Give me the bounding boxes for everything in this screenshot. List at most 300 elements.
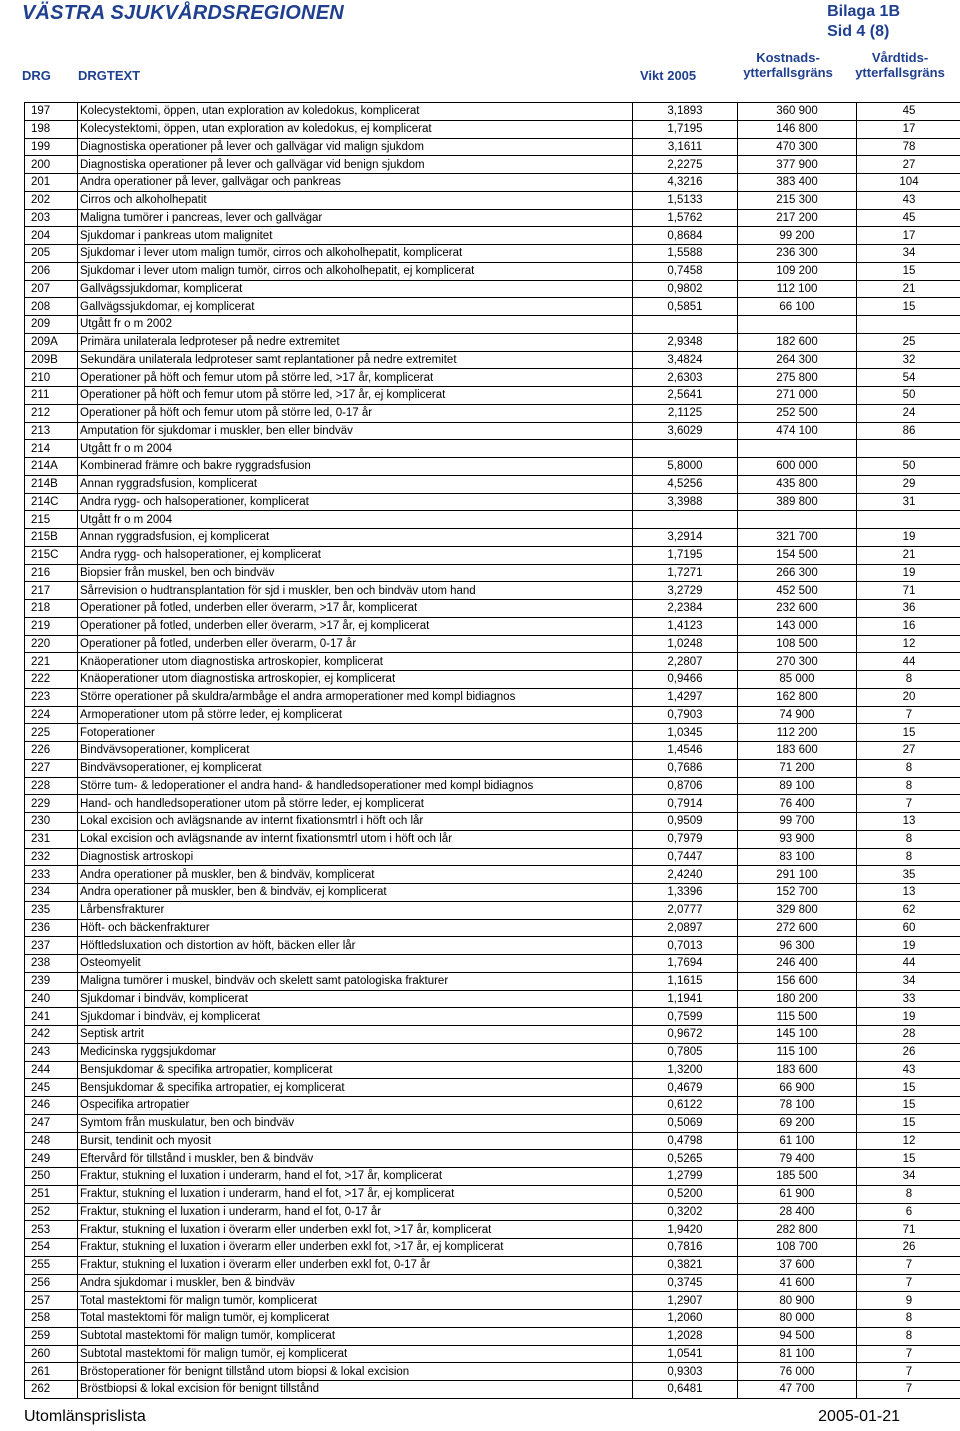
table-row — [25, 848, 960, 866]
los-limit-cell: 7 — [857, 1274, 960, 1292]
los-limit-cell — [857, 511, 960, 529]
weight-cell: 1,7694 — [633, 955, 738, 973]
table-row — [25, 990, 960, 1008]
table-row — [25, 635, 960, 653]
drg-text-cell: Diagnostisk artroskopi — [78, 848, 633, 866]
drg-code-cell: 237 — [25, 937, 78, 955]
drg-code-cell: 214B — [25, 475, 78, 493]
los-limit-cell: 43 — [857, 1061, 960, 1079]
table-row — [25, 1097, 960, 1115]
weight-cell: 1,5133 — [633, 191, 738, 209]
drg-code-cell: 240 — [25, 990, 78, 1008]
drg-code-cell: 198 — [25, 120, 78, 138]
cost-limit-cell: 76 400 — [738, 795, 857, 813]
cost-limit-cell: 74 900 — [738, 706, 857, 724]
drg-code-cell: 203 — [25, 209, 78, 227]
drg-code-cell: 243 — [25, 1043, 78, 1061]
drg-text-cell: Medicinska ryggsjukdomar — [78, 1043, 633, 1061]
los-limit-cell: 7 — [857, 1363, 960, 1381]
drg-text-cell: Knäoperationer utom diagnostiska artroskopier, komplicerat — [78, 653, 633, 671]
drg-text-cell: Operationer på höft och femur utom på större led, >17 år, komplicerat — [78, 369, 633, 387]
los-limit-cell: 15 — [857, 1097, 960, 1115]
table-row — [25, 795, 960, 813]
los-limit-cell: 19 — [857, 1008, 960, 1026]
drg-text-cell: Operationer på höft och femur utom på större led, 0-17 år — [78, 404, 633, 422]
table-row — [25, 1079, 960, 1097]
drg-code-cell: 250 — [25, 1168, 78, 1186]
column-header-row — [0, 50, 960, 86]
table-row — [25, 866, 960, 884]
los-limit-cell: 17 — [857, 227, 960, 245]
drg-text-cell: Annan ryggradsfusion, komplicerat — [78, 475, 633, 493]
table-row — [25, 351, 960, 369]
weight-cell — [633, 511, 738, 529]
weight-cell: 0,7599 — [633, 1008, 738, 1026]
weight-cell: 2,5641 — [633, 387, 738, 405]
weight-cell: 4,3216 — [633, 174, 738, 192]
los-limit-cell: 31 — [857, 493, 960, 511]
weight-cell: 1,0248 — [633, 635, 738, 653]
table-row — [25, 1327, 960, 1345]
drg-code-cell: 261 — [25, 1363, 78, 1381]
cost-limit-cell: 217 200 — [738, 209, 857, 227]
drg-text-cell: Sårrevision o hudtransplantation för sjd i muskler, ben och bindväv utom hand — [78, 582, 633, 600]
los-limit-cell: 78 — [857, 138, 960, 156]
table-row — [25, 724, 960, 742]
drg-code-cell: 200 — [25, 156, 78, 174]
drg-code-cell: 209B — [25, 351, 78, 369]
weight-cell: 1,1615 — [633, 972, 738, 990]
drg-code-cell: 252 — [25, 1203, 78, 1221]
los-limit-cell: 26 — [857, 1239, 960, 1257]
drg-code-cell: 220 — [25, 635, 78, 653]
weight-cell: 3,1893 — [633, 103, 738, 121]
weight-cell: 2,4240 — [633, 866, 738, 884]
los-limit-cell: 17 — [857, 120, 960, 138]
drg-text-cell: Fraktur, stukning el luxation i underarm, hand el fot, >17 år, komplicerat — [78, 1168, 633, 1186]
drg-code-cell: 257 — [25, 1292, 78, 1310]
cost-limit-cell: 28 400 — [738, 1203, 857, 1221]
los-limit-cell: 19 — [857, 937, 960, 955]
drg-text-cell: Armoperationer utom på större leder, ej komplicerat — [78, 706, 633, 724]
table-row — [25, 830, 960, 848]
table-row — [25, 1292, 960, 1310]
drg-text-cell: Subtotal mastektomi för malign tumör, ej komplicerat — [78, 1345, 633, 1363]
drg-code-cell: 215C — [25, 546, 78, 564]
drg-text-cell: Annan ryggradsfusion, ej komplicerat — [78, 529, 633, 547]
los-limit-cell: 8 — [857, 1185, 960, 1203]
drg-code-cell: 205 — [25, 245, 78, 263]
weight-cell: 1,4123 — [633, 617, 738, 635]
drg-code-cell: 238 — [25, 955, 78, 973]
weight-cell: 0,3821 — [633, 1256, 738, 1274]
drg-code-cell: 255 — [25, 1256, 78, 1274]
drg-text-cell: Fotoperationer — [78, 724, 633, 742]
drg-code-cell: 259 — [25, 1327, 78, 1345]
drg-text-cell: Diagnostiska operationer på lever och gallvägar vid malign sjukdom — [78, 138, 633, 156]
los-limit-cell: 86 — [857, 422, 960, 440]
table-row — [25, 1061, 960, 1079]
drg-code-cell: 209 — [25, 316, 78, 334]
table-row — [25, 298, 960, 316]
cost-limit-cell: 80 000 — [738, 1310, 857, 1328]
cost-limit-cell: 115 100 — [738, 1043, 857, 1061]
cost-limit-cell: 94 500 — [738, 1327, 857, 1345]
cost-limit-cell: 470 300 — [738, 138, 857, 156]
weight-cell: 1,4297 — [633, 688, 738, 706]
los-limit-cell: 32 — [857, 351, 960, 369]
column-header-vikt: Vikt 2005 — [640, 68, 697, 83]
column-header-drg: DRG — [22, 68, 51, 83]
drg-code-cell: 197 — [25, 103, 78, 121]
drg-text-cell: Fraktur, stukning el luxation i överarm eller underben exkl fot, 0-17 år — [78, 1256, 633, 1274]
drg-text-cell: Större tum- & ledoperationer el andra hand- & handledsoperationer med kompl bidiagnos — [78, 777, 633, 795]
weight-cell: 0,9303 — [633, 1363, 738, 1381]
table-row — [25, 1345, 960, 1363]
cost-limit-cell: 156 600 — [738, 972, 857, 990]
table-row — [25, 564, 960, 582]
table-row — [25, 901, 960, 919]
cost-limit-cell: 47 700 — [738, 1381, 857, 1399]
los-limit-cell — [857, 316, 960, 334]
cost-limit-cell: 69 200 — [738, 1114, 857, 1132]
table-row — [25, 156, 960, 174]
cost-limit-cell: 270 300 — [738, 653, 857, 671]
los-limit-cell: 8 — [857, 671, 960, 689]
table-row — [25, 1363, 960, 1381]
cost-limit-cell: 275 800 — [738, 369, 857, 387]
column-header-vardtid-line1: Vårdtids- — [871, 50, 929, 65]
drg-code-cell: 215B — [25, 529, 78, 547]
footer-title: Utomlänsprislista — [24, 1408, 146, 1425]
weight-cell: 2,2807 — [633, 653, 738, 671]
drg-text-cell: Utgått fr o m 2004 — [78, 440, 633, 458]
los-limit-cell: 44 — [857, 955, 960, 973]
drg-text-cell: Diagnostiska operationer på lever och gallvägar vid benign sjukdom — [78, 156, 633, 174]
table-row — [25, 1310, 960, 1328]
cost-limit-cell: 143 000 — [738, 617, 857, 635]
drg-text-cell: Kolecystektomi, öppen, utan exploration av koledokus, ej komplicerat — [78, 120, 633, 138]
cost-limit-cell: 291 100 — [738, 866, 857, 884]
drg-code-cell: 253 — [25, 1221, 78, 1239]
cost-limit-cell: 152 700 — [738, 884, 857, 902]
weight-cell: 0,7686 — [633, 759, 738, 777]
weight-cell: 0,5200 — [633, 1185, 738, 1203]
drg-text-cell: Större operationer på skuldra/armbåge el andra armoperationer med kompl bidiagnos — [78, 688, 633, 706]
drg-code-cell: 235 — [25, 901, 78, 919]
cost-limit-cell: 215 300 — [738, 191, 857, 209]
los-limit-cell: 25 — [857, 333, 960, 351]
drg-code-cell: 215 — [25, 511, 78, 529]
cost-limit-cell: 252 500 — [738, 404, 857, 422]
table-row — [25, 955, 960, 973]
weight-cell: 0,7903 — [633, 706, 738, 724]
los-limit-cell: 8 — [857, 1310, 960, 1328]
cost-limit-cell: 236 300 — [738, 245, 857, 263]
table-row — [25, 1008, 960, 1026]
table-row — [25, 209, 960, 227]
table-row — [25, 422, 960, 440]
drg-code-cell: 221 — [25, 653, 78, 671]
weight-cell: 1,0345 — [633, 724, 738, 742]
cost-limit-cell: 89 100 — [738, 777, 857, 795]
drg-code-cell: 228 — [25, 777, 78, 795]
table-row — [25, 1381, 960, 1399]
cost-limit-cell: 66 100 — [738, 298, 857, 316]
drg-text-cell: Maligna tumörer i muskel, bindväv och skelett samt patologiska frakturer — [78, 972, 633, 990]
cost-limit-cell: 321 700 — [738, 529, 857, 547]
table-row — [25, 1043, 960, 1061]
los-limit-cell: 50 — [857, 387, 960, 405]
cost-limit-cell: 183 600 — [738, 742, 857, 760]
weight-cell: 0,5265 — [633, 1150, 738, 1168]
weight-cell: 0,3202 — [633, 1203, 738, 1221]
drg-text-cell: Sjukdomar i lever utom malign tumör, cirros och alkoholhepatit, ej komplicerat — [78, 262, 633, 280]
table-row — [25, 1132, 960, 1150]
los-limit-cell: 7 — [857, 795, 960, 813]
drg-text-cell: Ospecifika artropatier — [78, 1097, 633, 1115]
table-row — [25, 493, 960, 511]
table-row — [25, 280, 960, 298]
los-limit-cell: 60 — [857, 919, 960, 937]
cost-limit-cell: 360 900 — [738, 103, 857, 121]
drg-text-cell: Sjukdomar i bindväv, komplicerat — [78, 990, 633, 1008]
cost-limit-cell: 76 000 — [738, 1363, 857, 1381]
table-row — [25, 1026, 960, 1044]
drg-code-cell: 214 — [25, 440, 78, 458]
weight-cell: 0,9466 — [633, 671, 738, 689]
table-row — [25, 458, 960, 476]
cost-limit-cell: 93 900 — [738, 830, 857, 848]
los-limit-cell: 33 — [857, 990, 960, 1008]
los-limit-cell: 54 — [857, 369, 960, 387]
cost-limit-cell: 246 400 — [738, 955, 857, 973]
weight-cell: 0,9672 — [633, 1026, 738, 1044]
weight-cell: 2,0777 — [633, 901, 738, 919]
cost-limit-cell: 182 600 — [738, 333, 857, 351]
los-limit-cell: 12 — [857, 1132, 960, 1150]
drg-text-cell: Bindvävsoperationer, komplicerat — [78, 742, 633, 760]
weight-cell: 0,7805 — [633, 1043, 738, 1061]
drg-code-cell: 225 — [25, 724, 78, 742]
los-limit-cell: 20 — [857, 688, 960, 706]
weight-cell: 5,8000 — [633, 458, 738, 476]
drg-code-cell: 244 — [25, 1061, 78, 1079]
los-limit-cell: 45 — [857, 209, 960, 227]
table-row — [25, 404, 960, 422]
drg-text-cell: Andra sjukdomar i muskler, ben & bindväv — [78, 1274, 633, 1292]
drg-code-cell: 234 — [25, 884, 78, 902]
drg-text-cell: Utgått fr o m 2002 — [78, 316, 633, 334]
drg-text-cell: Sjukdomar i lever utom malign tumör, cirros och alkoholhepatit, komplicerat — [78, 245, 633, 263]
drg-text-cell: Operationer på fotled, underben eller överarm, >17 år, komplicerat — [78, 600, 633, 618]
cost-limit-cell: 180 200 — [738, 990, 857, 1008]
los-limit-cell: 28 — [857, 1026, 960, 1044]
cost-limit-cell: 99 700 — [738, 813, 857, 831]
drg-text-cell: Bensjukdomar & specifika artropatier, ej komplicerat — [78, 1079, 633, 1097]
table-row — [25, 138, 960, 156]
column-header-vardtid-line2: ytterfallsgräns — [855, 65, 945, 80]
cost-limit-cell: 61 100 — [738, 1132, 857, 1150]
cost-limit-cell: 389 800 — [738, 493, 857, 511]
los-limit-cell: 8 — [857, 1327, 960, 1345]
drg-text-cell: Operationer på höft och femur utom på större led, >17 år, ej komplicerat — [78, 387, 633, 405]
cost-limit-cell: 145 100 — [738, 1026, 857, 1044]
los-limit-cell: 8 — [857, 830, 960, 848]
drg-text-cell: Operationer på fotled, underben eller överarm, >17 år, ej komplicerat — [78, 617, 633, 635]
cost-limit-cell: 474 100 — [738, 422, 857, 440]
table-row — [25, 937, 960, 955]
weight-cell: 2,0897 — [633, 919, 738, 937]
cost-limit-cell: 264 300 — [738, 351, 857, 369]
cost-limit-cell: 600 000 — [738, 458, 857, 476]
table-row — [25, 191, 960, 209]
table-row — [25, 777, 960, 795]
drg-code-cell: 245 — [25, 1079, 78, 1097]
cost-limit-cell: 452 500 — [738, 582, 857, 600]
cost-limit-cell: 183 600 — [738, 1061, 857, 1079]
weight-cell: 2,2384 — [633, 600, 738, 618]
drg-text-cell: Knäoperationer utom diagnostiska artroskopier, ej komplicerat — [78, 671, 633, 689]
weight-cell: 0,5069 — [633, 1114, 738, 1132]
drg-code-cell: 214A — [25, 458, 78, 476]
cost-limit-cell: 162 800 — [738, 688, 857, 706]
weight-cell: 1,2907 — [633, 1292, 738, 1310]
drg-code-cell: 226 — [25, 742, 78, 760]
cost-limit-cell: 185 500 — [738, 1168, 857, 1186]
weight-cell: 3,3988 — [633, 493, 738, 511]
weight-cell: 1,7195 — [633, 120, 738, 138]
cost-limit-cell: 81 100 — [738, 1345, 857, 1363]
drg-code-cell: 204 — [25, 227, 78, 245]
weight-cell: 0,4679 — [633, 1079, 738, 1097]
los-limit-cell: 27 — [857, 742, 960, 760]
weight-cell: 1,2060 — [633, 1310, 738, 1328]
drg-code-cell: 210 — [25, 369, 78, 387]
table-row — [25, 529, 960, 547]
drg-code-cell: 239 — [25, 972, 78, 990]
los-limit-cell: 12 — [857, 635, 960, 653]
drg-code-cell: 260 — [25, 1345, 78, 1363]
table-row — [25, 919, 960, 937]
drg-text-cell: Bensjukdomar & specifika artropatier, komplicerat — [78, 1061, 633, 1079]
cost-limit-cell: 83 100 — [738, 848, 857, 866]
cost-limit-cell: 146 800 — [738, 120, 857, 138]
cost-limit-cell: 115 500 — [738, 1008, 857, 1026]
los-limit-cell: 15 — [857, 262, 960, 280]
drg-text-cell: Total mastektomi för malign tumör, komplicerat — [78, 1292, 633, 1310]
table-row — [25, 546, 960, 564]
cost-limit-cell: 66 900 — [738, 1079, 857, 1097]
cost-limit-cell: 112 100 — [738, 280, 857, 298]
drg-code-cell: 224 — [25, 706, 78, 724]
table-row — [25, 103, 960, 121]
table-row — [25, 600, 960, 618]
table-row — [25, 742, 960, 760]
weight-cell: 0,9509 — [633, 813, 738, 831]
drg-code-cell: 241 — [25, 1008, 78, 1026]
cost-limit-cell — [738, 316, 857, 334]
weight-cell: 1,9420 — [633, 1221, 738, 1239]
table-row — [25, 1203, 960, 1221]
table-row — [25, 884, 960, 902]
drg-code-cell: 230 — [25, 813, 78, 831]
cost-limit-cell: 41 600 — [738, 1274, 857, 1292]
table-row — [25, 759, 960, 777]
column-header-drgtext: DRGTEXT — [78, 68, 141, 83]
drg-code-cell: 213 — [25, 422, 78, 440]
weight-cell: 1,2028 — [633, 1327, 738, 1345]
cost-limit-cell — [738, 511, 857, 529]
drg-code-cell: 247 — [25, 1114, 78, 1132]
drg-text-cell: Lokal excision och avlägsnande av internt fixationsmtrl utom i höft och lår — [78, 830, 633, 848]
drg-code-cell: 231 — [25, 830, 78, 848]
drg-code-cell: 219 — [25, 617, 78, 635]
drg-code-cell: 209A — [25, 333, 78, 351]
los-limit-cell: 50 — [857, 458, 960, 476]
drg-text-cell: Höftledsluxation och distortion av höft, bäcken eller lår — [78, 937, 633, 955]
drg-text-cell: Lokal excision och avlägsnande av internt fixationsmtrl i höft och lår — [78, 813, 633, 831]
cost-limit-cell — [738, 440, 857, 458]
weight-cell: 0,5851 — [633, 298, 738, 316]
column-header-vardtid — [845, 50, 955, 80]
weight-cell: 0,7013 — [633, 937, 738, 955]
cost-limit-cell: 85 000 — [738, 671, 857, 689]
weight-cell: 2,6303 — [633, 369, 738, 387]
table-row — [25, 972, 960, 990]
weight-cell: 0,7816 — [633, 1239, 738, 1257]
cost-limit-cell: 71 200 — [738, 759, 857, 777]
page-number: Sid 4 (8) — [827, 23, 890, 40]
cost-limit-cell: 37 600 — [738, 1256, 857, 1274]
drg-code-cell: 246 — [25, 1097, 78, 1115]
weight-cell: 3,4824 — [633, 351, 738, 369]
weight-cell: 1,5762 — [633, 209, 738, 227]
drg-text-cell: Amputation för sjukdomar i muskler, ben eller bindväv — [78, 422, 633, 440]
drg-text-cell: Bursit, tendinit och myosit — [78, 1132, 633, 1150]
drg-text-cell: Lårbensfrakturer — [78, 901, 633, 919]
drg-code-cell: 227 — [25, 759, 78, 777]
weight-cell: 0,7979 — [633, 830, 738, 848]
weight-cell: 1,7271 — [633, 564, 738, 582]
footer-date: 2005-01-21 — [818, 1408, 900, 1425]
weight-cell: 1,4546 — [633, 742, 738, 760]
drg-code-cell: 251 — [25, 1185, 78, 1203]
drg-text-cell: Fraktur, stukning el luxation i underarm, hand el fot, 0-17 år — [78, 1203, 633, 1221]
los-limit-cell: 71 — [857, 1221, 960, 1239]
cost-limit-cell: 329 800 — [738, 901, 857, 919]
drg-text-cell: Andra operationer på muskler, ben & bindväv, ej komplicerat — [78, 884, 633, 902]
drg-text-cell: Hand- och handledsoperationer utom på större leder, ej komplicerat — [78, 795, 633, 813]
cost-limit-cell: 96 300 — [738, 937, 857, 955]
drg-code-cell: 256 — [25, 1274, 78, 1292]
los-limit-cell: 13 — [857, 813, 960, 831]
los-limit-cell: 19 — [857, 529, 960, 547]
drg-table-body — [25, 103, 960, 1399]
weight-cell: 1,0541 — [633, 1345, 738, 1363]
los-limit-cell: 15 — [857, 1079, 960, 1097]
weight-cell: 1,5588 — [633, 245, 738, 263]
cost-limit-cell: 99 200 — [738, 227, 857, 245]
los-limit-cell: 26 — [857, 1043, 960, 1061]
page-reference — [827, 2, 900, 42]
table-row — [25, 174, 960, 192]
drg-text-cell: Bindvävsoperationer, ej komplicerat — [78, 759, 633, 777]
cost-limit-cell: 282 800 — [738, 1221, 857, 1239]
los-limit-cell: 7 — [857, 706, 960, 724]
los-limit-cell: 45 — [857, 103, 960, 121]
drg-text-cell: Andra rygg- och halsoperationer, komplicerat — [78, 493, 633, 511]
